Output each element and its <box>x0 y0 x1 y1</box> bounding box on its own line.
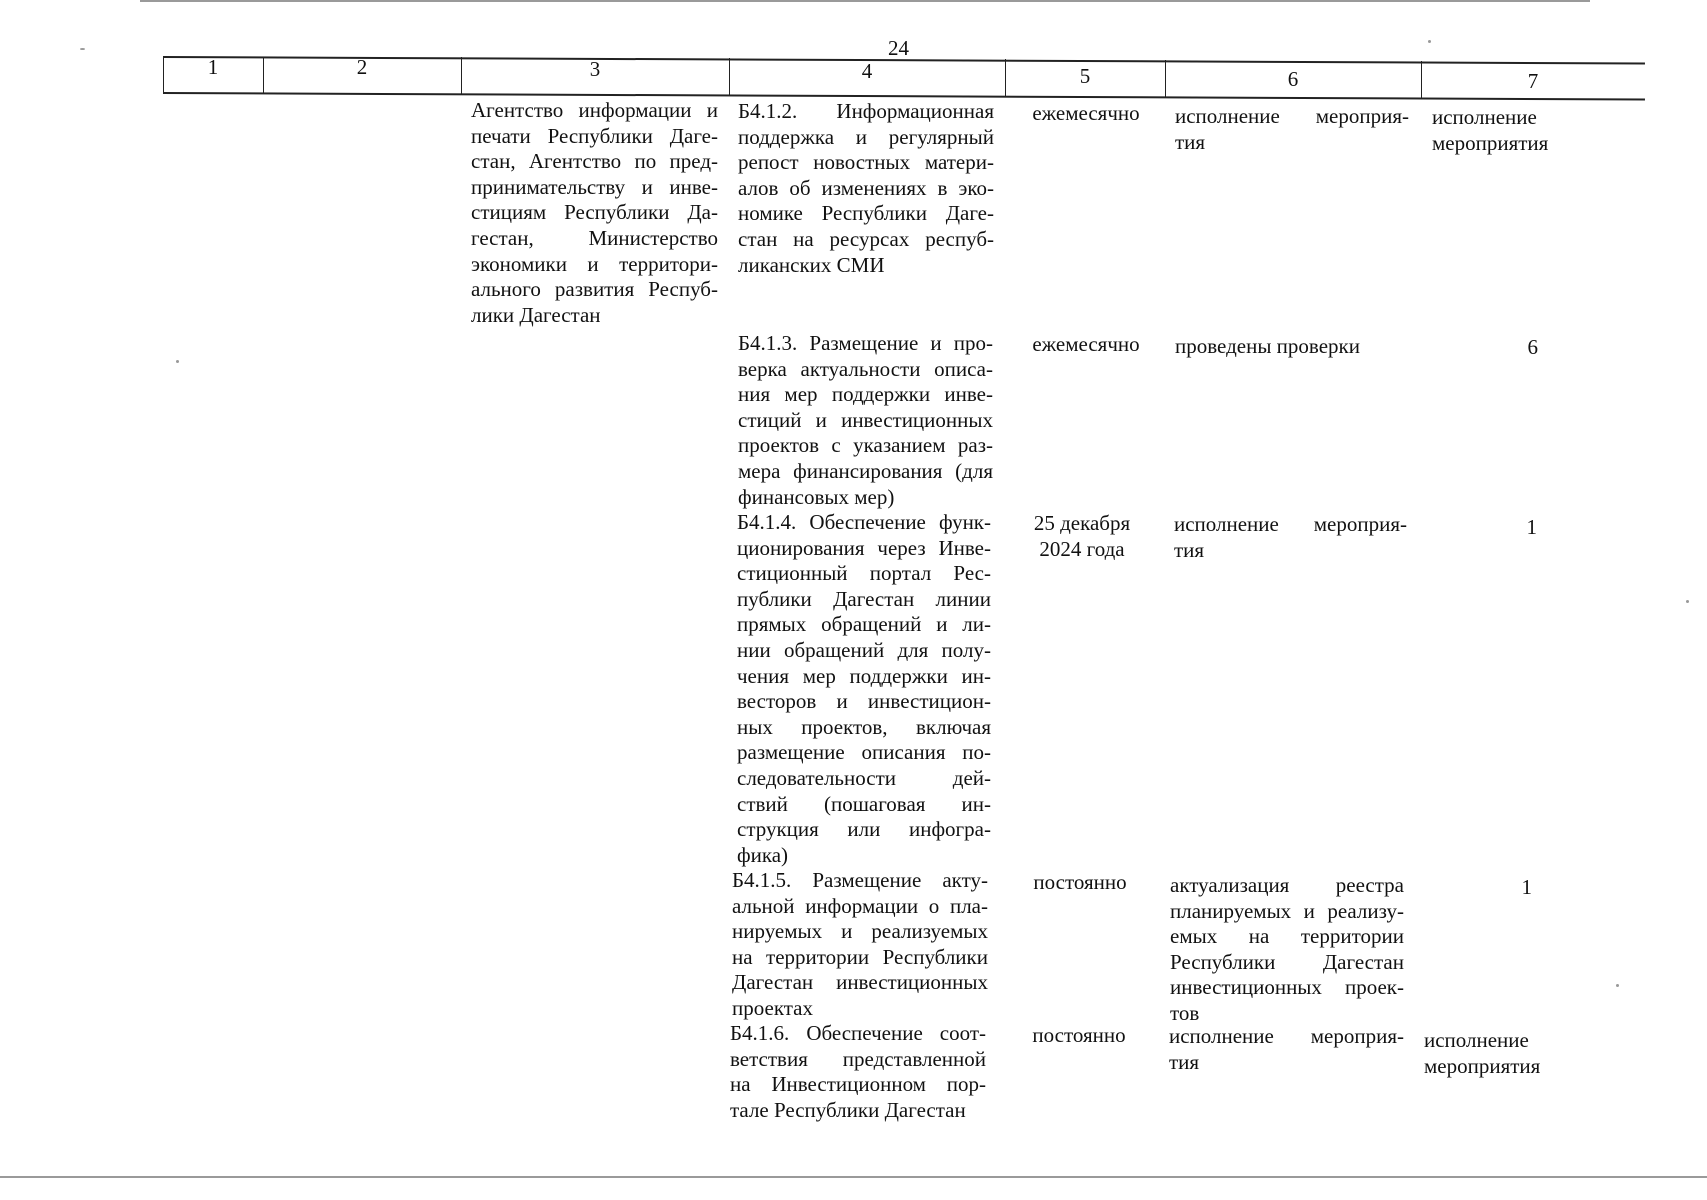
scan-speck <box>176 360 179 363</box>
scan-edge-bottom <box>0 1176 1707 1178</box>
scan-speck <box>1686 600 1689 603</box>
responsible-executors: Агентство информации и печати Республики Даге- стан, Агентство по пред- принимательству и инве- стициям Республики Да- гестан, Министерство экономики и территори- ального развития Респуб- лики Дагестан <box>471 98 718 327</box>
scan-speck <box>1616 984 1619 987</box>
column-header-1: 1 <box>207 55 219 79</box>
term-b4-1-5: постоянно <box>1033 870 1127 894</box>
result-b4-1-5: актуализация реестра планируемых и реализу- емых на территории Республики Дагестан инвестиционных проек- тов <box>1170 873 1404 1025</box>
indicator-b4-1-5: 1 <box>1521 875 1532 899</box>
measure-b4-1-2: Б4.1.2. Информационная поддержка и регулярный репост новостных матери- алов об изменениях в эко- номике Республики Даге- стан на ресурсах респуб- ликанских СМИ <box>738 99 994 277</box>
indicator-b4-1-6: исполнение мероприятия <box>1424 1028 1541 1078</box>
scan-edge-top <box>140 0 1590 2</box>
scan-speck <box>80 48 85 50</box>
measure-b4-1-5: Б4.1.5. Размещение акту- альной информации о пла- нируемых и реализуемых на территории Республики Дагестан инвестиционных проектах <box>732 868 988 1020</box>
indicator-b4-1-4: 1 <box>1526 515 1537 539</box>
column-header-7: 7 <box>1527 69 1539 93</box>
result-b4-1-2: исполнение мероприя- тия <box>1175 104 1409 154</box>
column-header-2: 2 <box>356 55 368 79</box>
term-b4-1-6: постоянно <box>1032 1023 1126 1047</box>
measure-b4-1-4: Б4.1.4. Обеспечение функ- ционирования через Инве- стиционный портал Рес- публики Дагестан линии прямых обращений и ли- нии обращений для полу- чения мер поддержки ин- весторов и инвестицион- ных проектов, включая размещение описания по- следовательности дей- ствий (пошаговая ин- струкция или инфогра- фика) <box>737 510 991 867</box>
result-b4-1-3: проведены проверки <box>1175 334 1360 358</box>
term-b4-1-3: ежемесячно <box>1032 332 1140 356</box>
column-header-5: 5 <box>1079 64 1091 88</box>
scan-speck <box>1428 40 1431 43</box>
column-header-4: 4 <box>861 59 873 83</box>
measure-b4-1-6: Б4.1.6. Обеспечение соот- ветствия представленной на Инвестиционном пор- тале Республики Дагестан <box>730 1021 986 1122</box>
column-header-3: 3 <box>589 57 601 81</box>
indicator-b4-1-2: исполнение мероприятия <box>1432 105 1549 155</box>
measure-b4-1-3: Б4.1.3. Размещение и про- верка актуальности описа- ния мер поддержки инве- стиций и инвестиционных проектов с указанием раз- мера финансирования (для финансовых мер) <box>738 331 993 509</box>
indicator-b4-1-3: 6 <box>1527 335 1538 359</box>
result-b4-1-6: исполнение мероприя- тия <box>1169 1024 1404 1074</box>
result-b4-1-4: исполнение мероприя- тия <box>1174 512 1407 562</box>
page-number: 24 <box>888 36 909 60</box>
term-b4-1-2: ежемесячно <box>1032 101 1140 125</box>
column-header-6: 6 <box>1287 67 1299 91</box>
term-b4-1-4: 25 декабря 2024 года <box>1033 511 1131 561</box>
